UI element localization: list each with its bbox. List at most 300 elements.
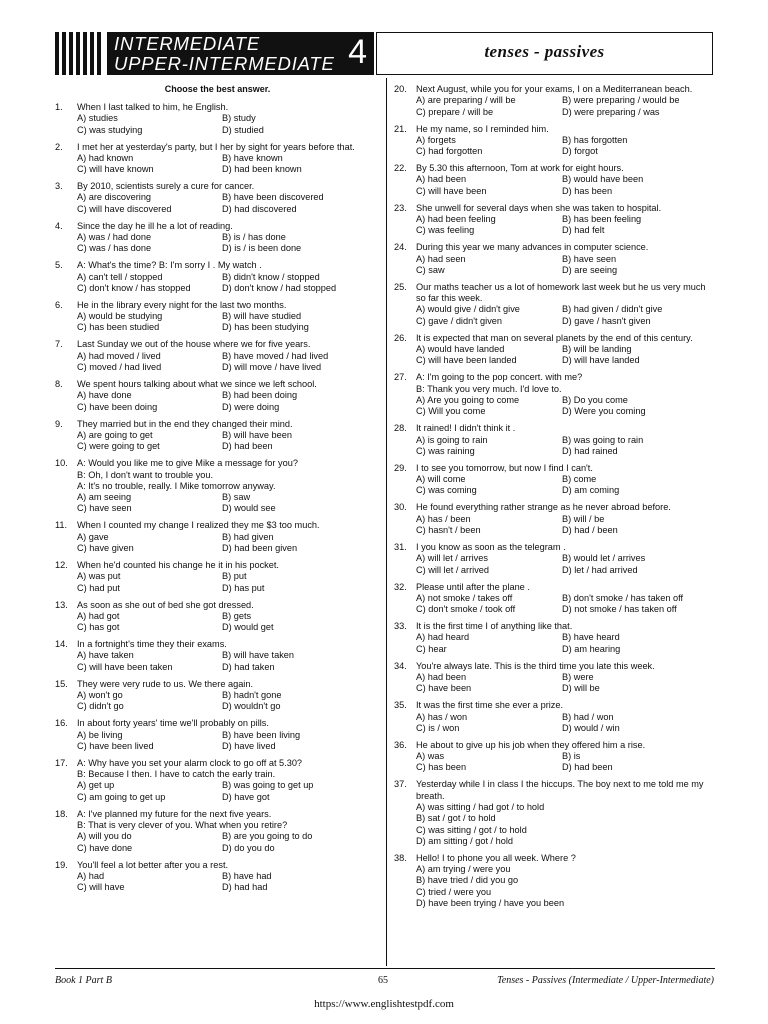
answer-options [416,435,714,458]
answer-option[interactable]: B) will / be [562,513,605,524]
answer-option[interactable]: D) will move / have lived [222,362,322,373]
answer-options [77,192,375,215]
question-body [416,203,714,237]
answer-option[interactable]: A) forgets [416,134,456,145]
answer-option[interactable]: A) will come [416,474,466,485]
answer-option[interactable]: B) had given / didn't give [562,304,663,315]
question-number: 1. [55,102,63,112]
answer-option[interactable]: A) was / had done [77,232,152,243]
answer-option[interactable]: D) do you do [222,842,275,853]
answer-option[interactable]: A) won't go [77,689,123,700]
answer-options [416,802,714,847]
question-stem: A: Would you like me to give Mike a message for you? [77,458,298,469]
question-body [77,102,375,136]
question-item [394,463,714,497]
answer-option[interactable]: D) had been known [222,164,302,175]
answer-option[interactable]: C) gave / didn't given [416,315,503,326]
answer-option[interactable]: D) would / win [562,722,620,733]
answer-option[interactable]: D) Were you coming [562,406,646,417]
question-number: 17. [55,757,68,768]
question-stem: He in the library every night for the last two months. [77,299,287,310]
question-number: 30. [394,502,407,513]
answer-options [77,113,375,136]
answer-option[interactable]: A) are going to get [77,429,153,440]
answer-option[interactable]: A) had known [77,152,134,163]
question-number: 34. [394,660,407,671]
answer-option[interactable]: A) was put [77,571,121,582]
answer-option[interactable]: B) had given [222,531,274,542]
column-divider [386,78,387,966]
answer-option[interactable]: B) have heard [562,632,620,643]
answer-option[interactable]: A) was [416,751,445,762]
answer-option[interactable]: D) am sitting / got / hold [416,835,514,846]
question-item [55,860,375,894]
question-stem: A: Why have you set your alarm clock to go off at 5.30? [77,757,303,768]
question-item [55,600,375,634]
question-item [394,779,714,847]
answer-options [77,690,375,713]
answer-option[interactable]: A) had been [416,671,467,682]
answer-options [416,864,714,909]
answer-options [77,611,375,634]
question-stem: Since the day he ill he a lot of reading. [77,220,233,231]
question-body [416,372,714,417]
question-stem: When he'd counted his change he it in his pocket. [77,559,279,570]
answer-option[interactable]: B) has forgotten [562,134,628,145]
question-body [77,419,375,453]
question-stem: They married but in the end they changed their mind. [77,418,293,429]
answer-option[interactable]: D) will be [562,683,600,694]
question-number: 5. [55,260,63,271]
answer-option[interactable]: D) wouldn't go [222,701,281,712]
question-number: 13. [55,599,68,610]
question-body [416,463,714,497]
question-number: 36. [394,739,407,750]
question-number: 6. [55,299,63,310]
question-body [77,339,375,373]
question-stem: During this year we many advances in computer science. [416,242,649,253]
answer-option[interactable]: A) am trying / were you [416,864,511,875]
question-item [394,853,714,909]
answer-option[interactable]: B) have tried / did you go [416,875,519,886]
question-body [416,282,714,327]
answer-option[interactable]: C) was feeling [416,225,475,236]
answer-option[interactable]: D) had rained [562,445,618,456]
unit-number: 4 [348,33,367,71]
question-body [77,809,375,854]
answer-option[interactable]: B) come [562,474,597,485]
question-body [77,758,375,803]
answer-option[interactable]: C) has been studied [77,322,160,333]
question-stem: You'll feel a lot better after you a rest. [77,859,229,870]
answer-option[interactable]: D) had discovered [222,203,297,214]
answer-option[interactable]: B) Do you come [562,394,628,405]
answer-option[interactable]: C) hasn't / been [416,524,481,535]
answer-option[interactable]: C) had put [77,582,120,593]
answer-option[interactable]: D) have been trying / have you been [416,898,565,909]
question-number: 2. [55,141,63,152]
question-number: 27. [394,372,407,383]
answer-option[interactable]: A) will you do [77,831,132,842]
answer-option[interactable]: B) have been living [222,729,301,740]
question-stem: By 5.30 this afternoon, Tom at work for eight hours. [416,163,624,174]
question-item [394,282,714,327]
answer-options [416,174,714,197]
answer-options [416,672,714,695]
answer-option[interactable]: C) was raining [416,445,475,456]
question-stem: He found everything rather strange as he never abroad before. [416,502,671,513]
answer-option[interactable]: A) are discovering [77,192,152,203]
answer-option[interactable]: C) will have been [416,185,487,196]
answer-option[interactable]: C) will have known [77,164,154,175]
answer-option[interactable]: B) saw [222,492,251,503]
answer-options [77,780,375,803]
question-stem: I met her at yesterday's party, but I her by sight for years before that. [77,141,355,152]
answer-option[interactable]: D) has been [562,185,613,196]
answer-option[interactable]: B) have had [222,870,272,881]
answer-option[interactable]: C) have been [416,683,472,694]
question-item [394,242,714,276]
topic-box [376,32,713,75]
question-item [394,163,714,197]
question-body [416,740,714,774]
answer-option[interactable]: A) had been feeling [416,214,496,225]
question-body [416,502,714,536]
answer-option[interactable]: B) will be landing [562,344,632,355]
answer-option[interactable]: B) will have been [222,429,292,440]
answer-option[interactable]: B) were [562,671,594,682]
answer-option[interactable]: B) have been discovered [222,192,324,203]
question-item [394,333,714,367]
question-item [55,560,375,594]
answer-option[interactable]: B) will have taken [222,650,295,661]
questions-column-left [55,102,375,899]
question-stem: Last Sunday we out of the house where we for five years. [77,339,311,350]
answer-option[interactable]: D) had taken [222,661,275,672]
answer-option[interactable]: A) has / won [416,711,468,722]
answer-option[interactable]: C) has been [416,762,467,773]
footer-rule [55,968,715,969]
question-number: 38. [394,852,407,863]
question-item [55,339,375,373]
question-stem: Hello! I to phone you all week. Where ? [416,852,576,863]
answer-option[interactable]: D) has put [222,582,265,593]
answer-option[interactable]: D) has been studying [222,322,309,333]
level-title-line1: INTERMEDIATE [114,33,260,54]
question-body [416,661,714,695]
answer-option[interactable]: B) had been doing [222,390,298,401]
answer-option[interactable]: C) don't know / has stopped [77,282,191,293]
answer-option[interactable]: A) would have landed [416,344,505,355]
question-item [55,639,375,673]
answer-option[interactable]: B) have known [222,152,283,163]
answer-option[interactable]: A) studies [77,113,118,124]
answer-option[interactable]: A) get up [77,780,115,791]
question-body [416,242,714,276]
question-item [55,142,375,176]
question-body [77,639,375,673]
answer-option[interactable]: D) are seeing [562,264,618,275]
answer-option[interactable]: C) have seen [77,503,132,514]
answer-option[interactable]: D) am coming [562,485,620,496]
answer-option[interactable]: C) don't smoke / took off [416,604,516,615]
question-stem: When I last talked to him, he English. [77,102,229,112]
answer-options [416,304,714,327]
question-item [55,419,375,453]
answer-options [77,831,375,854]
answer-option[interactable]: D) will have landed [562,355,640,366]
answer-option[interactable]: A) have done [77,390,132,401]
footer-topic: Tenses - Passives (Intermediate / Upper-Intermediate) [497,975,714,986]
answer-option[interactable]: C) was studying [77,124,143,135]
answer-option[interactable]: B) was going to get up [222,780,314,791]
answer-options [77,430,375,453]
question-number: 7. [55,339,63,350]
answer-option[interactable]: A) gave [77,531,109,542]
question-body [416,582,714,616]
answer-option[interactable]: B) had / won [562,711,614,722]
answer-option[interactable]: A) is going to rain [416,434,488,445]
answer-option[interactable]: C) Will you come [416,406,486,417]
answer-option[interactable]: C) didn't go [77,701,124,712]
answer-option[interactable]: B) study [222,113,256,124]
question-number: 26. [394,332,407,343]
answer-option[interactable]: A) have taken [77,650,134,661]
question-number: 4. [55,220,63,231]
question-item [55,809,375,854]
question-stem: A: I'm going to the pop concert. with me? [416,372,583,383]
question-stem: They were very rude to us. We there again. [77,678,254,689]
answer-option[interactable]: A) not smoke / takes off [416,592,513,603]
question-body [416,163,714,197]
question-body [77,560,375,594]
answer-option[interactable]: C) is / won [416,722,460,733]
answer-option[interactable]: B) hadn't gone [222,689,282,700]
answer-option[interactable]: A) was sitting / had got / to hold [416,802,545,813]
answer-option[interactable]: B) has been feeling [562,214,642,225]
answer-option[interactable]: B) was going to rain [562,434,644,445]
question-stem: By 2010, scientists surely a cure for cancer. [77,181,255,192]
question-item [55,260,375,294]
answer-options [77,492,375,515]
answer-option[interactable]: C) tried / were you [416,886,492,897]
question-stem: We spent hours talking about what we since we left school. [77,379,317,390]
question-body [77,260,375,294]
answer-option[interactable]: C) saw [416,264,445,275]
question-body [416,423,714,457]
question-number: 31. [394,541,407,552]
answer-option[interactable]: D) let / had arrived [562,564,638,575]
answer-options [416,344,714,367]
answer-option[interactable]: C) was / has done [77,243,152,254]
question-number: 37. [394,779,407,790]
question-item [55,181,375,215]
question-number: 8. [55,379,63,390]
question-number: 32. [394,581,407,592]
answer-option[interactable]: C) will have discovered [77,203,172,214]
answer-option[interactable]: D) forgot [562,146,598,157]
question-number: 15. [55,678,68,689]
answer-options [77,871,375,894]
answer-option[interactable]: D) had / been [562,524,618,535]
question-number: 21. [394,123,407,134]
answer-option[interactable]: B) have seen [562,253,617,264]
topic-title: tenses - passives [484,42,605,61]
answer-option[interactable]: A) would be studying [77,311,163,322]
answer-option[interactable]: B) didn't know / stopped [222,271,320,282]
answer-option[interactable]: D) had been given [222,542,298,553]
answer-option[interactable]: C) has got [77,622,120,633]
answer-option[interactable]: D) were doing [222,401,280,412]
question-stem: As soon as she out of bed she got dressed. [77,599,254,610]
level-title-line2: UPPER-INTERMEDIATE [114,53,335,74]
footer-url[interactable]: https://www.englishtestpdf.com [314,998,454,1010]
question-stem: When I counted my change I realized they me $3 too much. [77,520,320,531]
questions-column-right [394,84,714,915]
answer-option[interactable]: B) gets [222,610,252,621]
answer-option[interactable]: A) are preparing / will be [416,95,516,106]
question-stem: Please until after the plane . [416,581,530,592]
instructions: Choose the best answer. [164,84,271,94]
answer-option[interactable]: B) would have been [562,174,644,185]
answer-option[interactable]: C) have done [77,842,133,853]
question-stem: In a fortnight's time they their exams. [77,639,227,650]
answer-option[interactable]: D) would get [222,622,274,633]
answer-options [416,751,714,774]
answer-option[interactable]: D) had had [222,882,268,893]
answer-option[interactable]: B) will have studied [222,311,302,322]
question-number: 18. [55,808,68,819]
answer-option[interactable]: D) gave / hasn't given [562,315,651,326]
level-title-block [107,32,374,75]
question-item [394,582,714,616]
answer-option[interactable]: A) had seen [416,253,466,264]
answer-option[interactable]: C) hear [416,643,447,654]
answer-option[interactable]: B) is [562,751,581,762]
question-stem: B: Thank you very much. I'd love to. [416,383,562,394]
answer-option[interactable]: B) are you going to do [222,831,313,842]
answer-option[interactable]: A) has / been [416,513,471,524]
answer-option[interactable]: C) had forgotten [416,146,483,157]
question-body [416,779,714,847]
answer-option[interactable]: C) will let / arrived [416,564,490,575]
answer-option[interactable]: C) will have been landed [416,355,517,366]
answer-option[interactable]: D) have lived [222,740,276,751]
question-number: 20. [394,84,407,94]
question-number: 24. [394,242,407,253]
answer-options [77,351,375,374]
question-number: 14. [55,639,68,650]
answer-option[interactable]: C) have been lived [77,740,154,751]
question-body [77,221,375,255]
answer-option[interactable]: D) had felt [562,225,605,236]
answer-option[interactable]: C) have been doing [77,401,158,412]
answer-option[interactable]: C) have given [77,542,134,553]
answer-option[interactable]: A) had got [77,610,120,621]
answer-option[interactable]: D) had been [562,762,613,773]
answer-option[interactable]: A) had moved / lived [77,350,161,361]
question-stem: In about forty years' time we'll probably on pills. [77,718,269,729]
answer-options [77,311,375,334]
answer-option[interactable]: D) have got [222,791,270,802]
answer-option[interactable]: C) was coming [416,485,477,496]
answer-option[interactable]: A) had heard [416,632,470,643]
question-body [77,718,375,752]
answer-option[interactable]: C) were going to get [77,441,160,452]
question-stem: Yesterday while I in class I the hiccups. The boy next to me told me my breath. [416,779,704,801]
question-item [394,372,714,417]
answer-option[interactable]: D) had been [222,441,273,452]
answer-option[interactable]: D) would see [222,503,276,514]
question-number: 19. [55,859,68,870]
answer-option[interactable]: B) sat / got / to hold [416,813,496,824]
question-item [55,758,375,803]
question-number: 28. [394,423,407,434]
answer-option[interactable]: B) put [222,571,247,582]
answer-option[interactable]: D) don't know / had stopped [222,282,337,293]
answer-option[interactable]: A) Are you going to come [416,394,520,405]
question-item [394,621,714,655]
question-item [55,102,375,136]
answer-option[interactable]: C) prepare / will be [416,106,494,117]
question-stem: A: I've planned my future for the next five years. [77,808,272,819]
question-body [416,124,714,158]
answer-option[interactable]: D) were preparing / was [562,106,660,117]
answer-option[interactable]: A) will let / arrives [416,553,488,564]
question-stem: I you know as soon as the telegram . [416,541,566,552]
question-item [394,502,714,536]
question-number: 11. [55,520,68,531]
answer-option[interactable]: D) is / is been done [222,243,302,254]
answer-options [77,730,375,753]
answer-option[interactable]: B) don't smoke / has taken off [562,592,684,603]
answer-option[interactable]: B) were preparing / would be [562,95,680,106]
question-item [55,679,375,713]
footer-book: Book 1 Part B [55,975,112,986]
question-stem: Our maths teacher us a lot of homework last week but he us very much so far this week. [416,281,706,304]
question-body [77,379,375,413]
answer-option[interactable]: C) will have been taken [77,661,173,672]
question-stem: B: Oh, I don't want to trouble you. [77,469,214,480]
question-stem: It rained! I didn't think it . [416,423,516,434]
answer-option[interactable]: C) moved / had lived [77,362,162,373]
answer-option[interactable]: A) be living [77,729,123,740]
question-number: 23. [394,202,407,213]
answer-option[interactable]: C) am going to get up [77,791,166,802]
answer-option[interactable]: D) studied [222,124,264,135]
answer-option[interactable]: B) have moved / had lived [222,350,329,361]
question-item [55,221,375,255]
footer-page-number: 65 [378,975,388,986]
answer-option[interactable]: A) had been [416,174,467,185]
answer-option[interactable]: B) would let / arrives [562,553,646,564]
question-body [77,520,375,554]
answer-option[interactable]: A) had [77,870,105,881]
answer-option[interactable]: D) not smoke / has taken off [562,604,677,615]
question-item [55,458,375,514]
question-number: 3. [55,181,63,192]
answer-option[interactable]: C) was sitting / got / to hold [416,824,527,835]
answer-option[interactable]: B) is / has done [222,232,286,243]
answer-option[interactable]: C) will have [77,882,125,893]
question-item [55,379,375,413]
question-number: 9. [55,418,63,429]
answer-option[interactable]: A) would give / didn't give [416,304,520,315]
answer-option[interactable]: D) am hearing [562,643,621,654]
answer-option[interactable]: A) can't tell / stopped [77,271,163,282]
question-number: 10. [55,458,68,469]
answer-option[interactable]: A) am seeing [77,492,132,503]
